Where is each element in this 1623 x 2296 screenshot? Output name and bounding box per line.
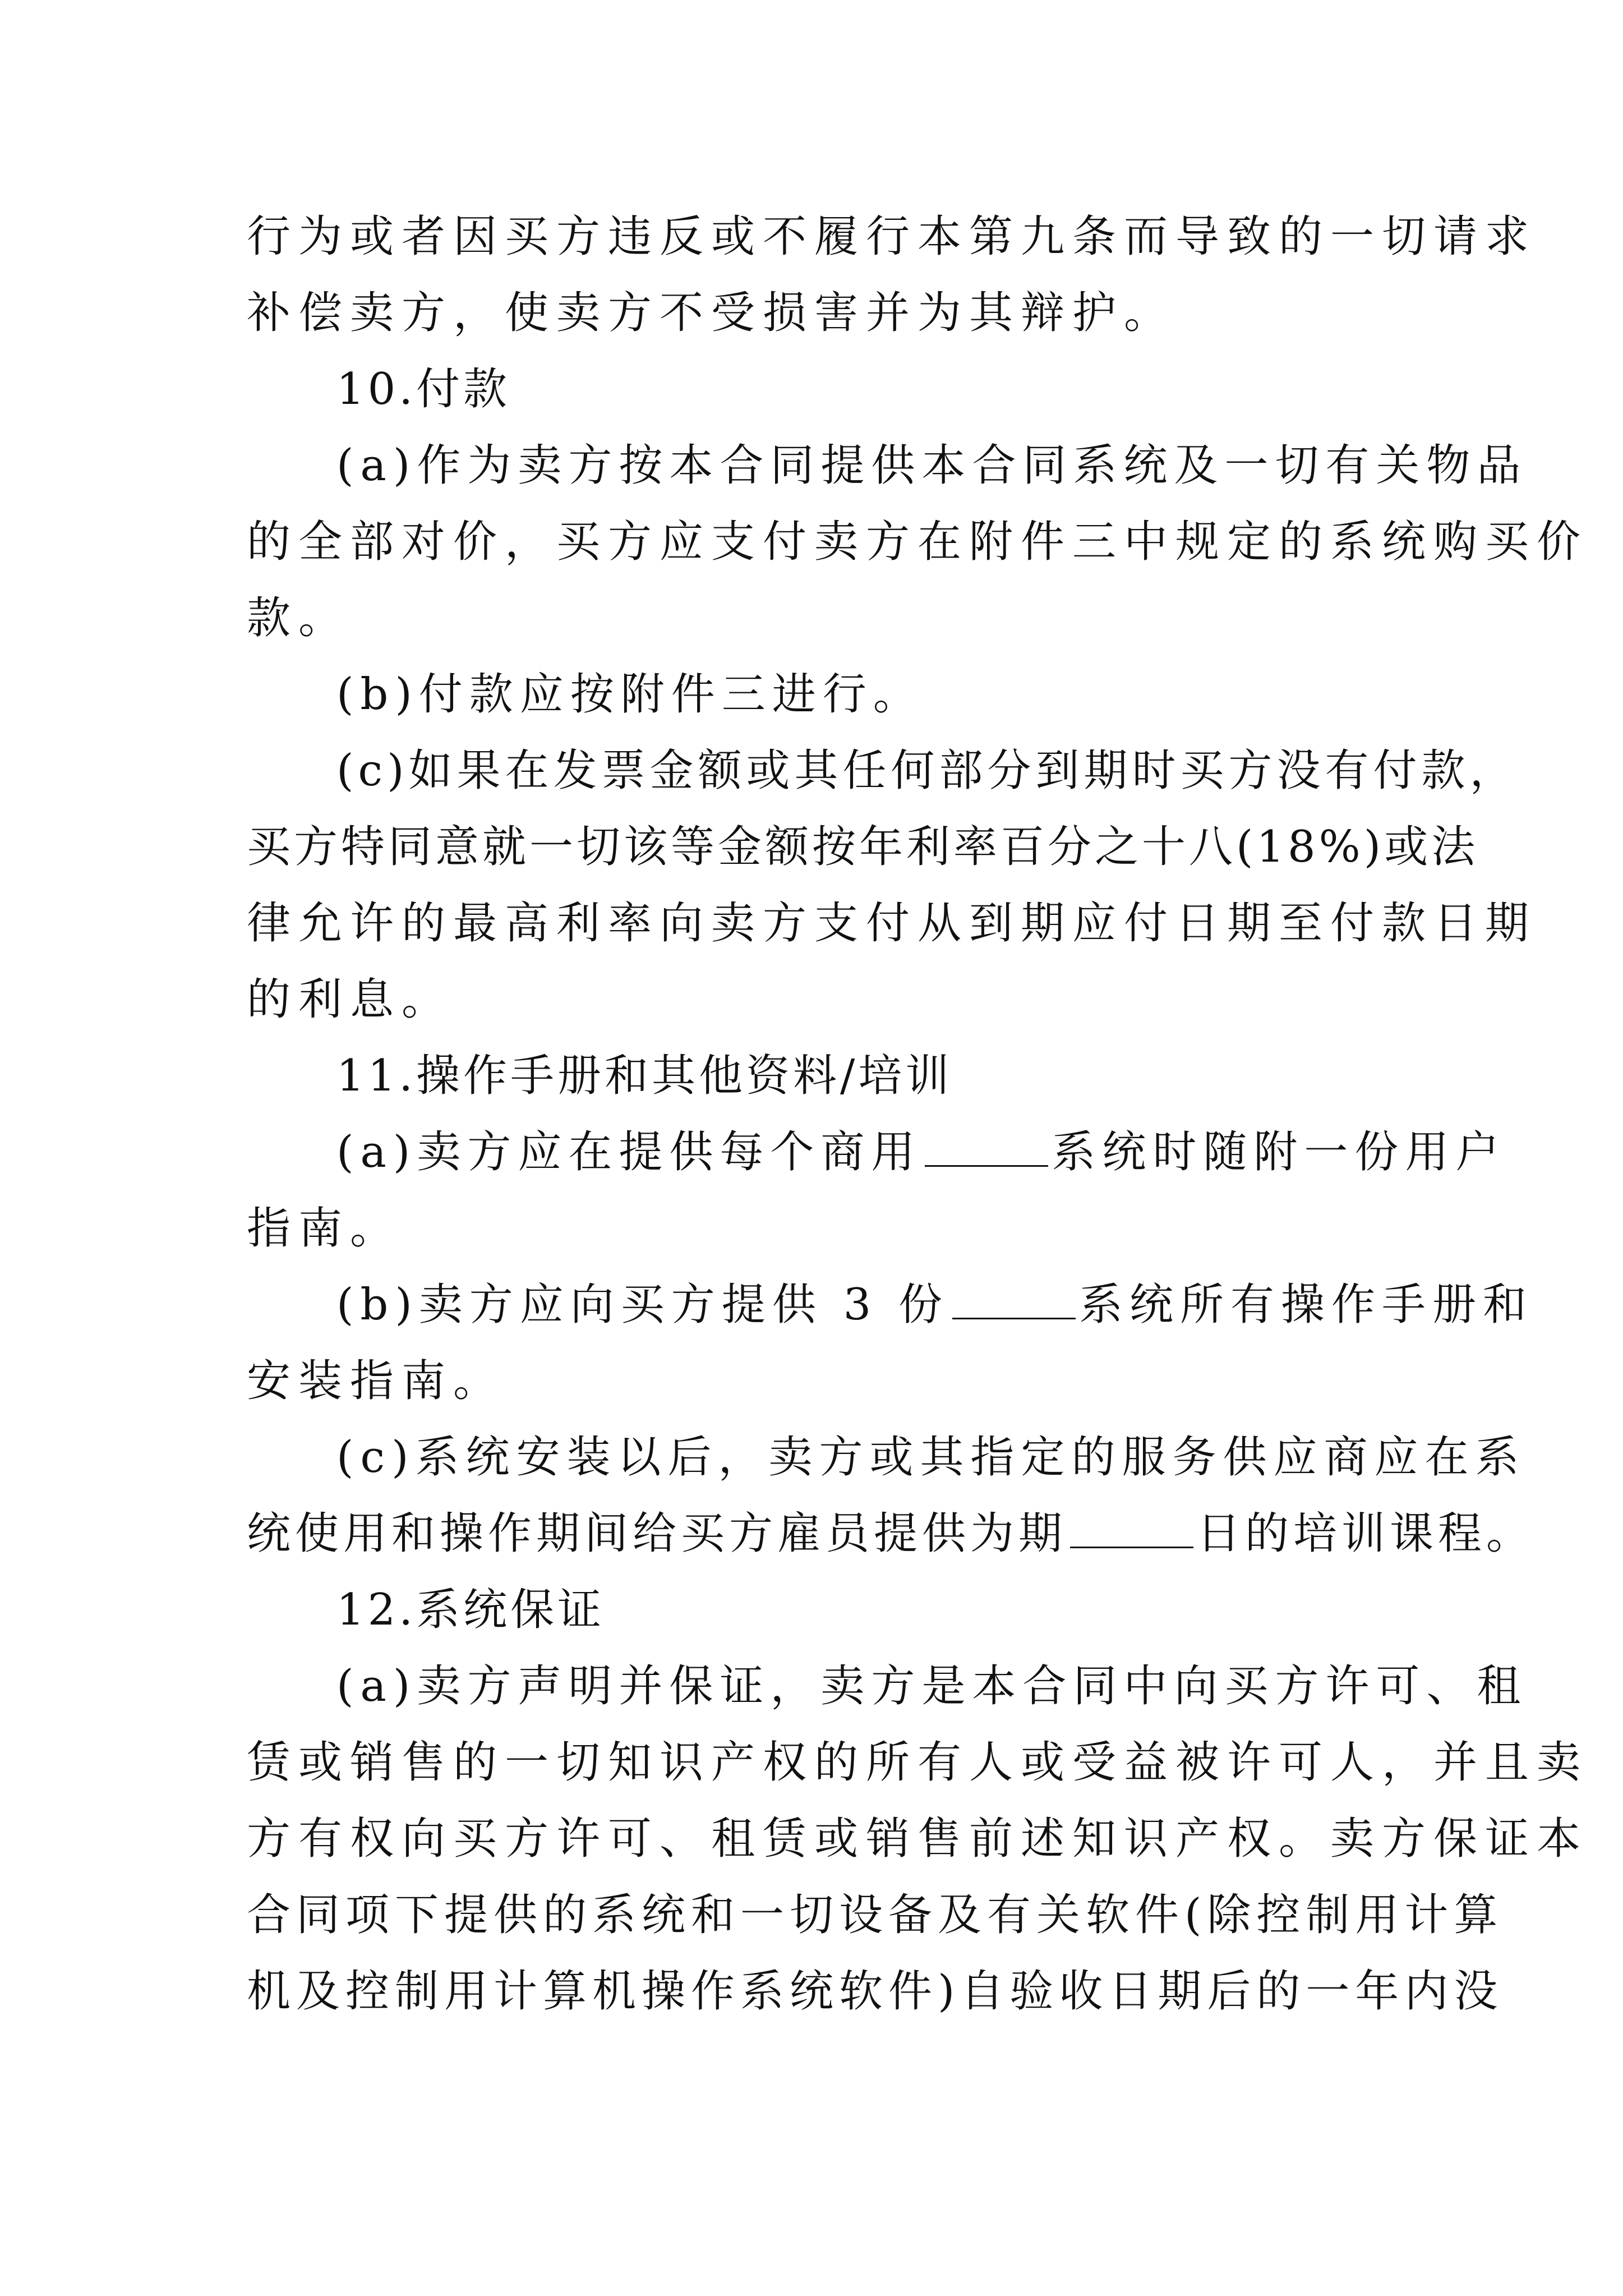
paragraph-line: [247, 1506, 1534, 1562]
paragraph-line: 的利息。: [247, 974, 454, 1025]
paragraph-line: (c)系统安装以后，卖方或其指定的服务供应商应在系: [336, 1432, 1526, 1483]
line-text: 统使用和操作期间给买方雇员提供为期: [247, 1508, 1067, 1559]
paragraph-line: 行为或者因买方违反或不履行本第九条而导致的一切请求: [247, 211, 1537, 262]
line-text: (a)卖方应在提供每个商用: [336, 1127, 922, 1177]
paragraph-line: 买方特同意就一切该等金额按年利率百分之十八(18%)或法: [247, 822, 1479, 872]
paragraph-line: 律允许的最高利率向卖方支付从到期应付日期至付款日期: [247, 898, 1537, 949]
paragraph-line: 合同项下提供的系统和一切设备及有关软件(除控制用计算: [247, 1890, 1504, 1940]
line-text: 日的培训课程。: [1197, 1508, 1535, 1559]
paragraph-line: (c)如果在发票金额或其任何部分到期时买方没有付款，: [336, 746, 1518, 796]
section-heading: 10.付款: [336, 364, 511, 415]
paragraph-line: (a)卖方声明并保证，卖方是本合同中向买方许可、租: [336, 1661, 1528, 1711]
paragraph-line: (a)作为卖方按本合同提供本合同系统及一切有关物品: [336, 440, 1528, 491]
line-text: (b)卖方应向买方提供 3 份: [336, 1280, 949, 1330]
paragraph-line: [336, 1277, 1533, 1333]
fill-blank: [925, 1126, 1048, 1167]
section-heading: 11.操作手册和其他资料/培训: [336, 1051, 953, 1101]
line-text: 系统所有操作手册和: [1079, 1280, 1534, 1330]
paragraph-line: 的全部对价，买方应支付卖方在附件三中规定的系统购买价: [247, 517, 1589, 567]
paragraph-line: 指南。: [247, 1203, 402, 1254]
paragraph-line: 安装指南。: [247, 1356, 505, 1406]
section-heading: 12.系统保证: [336, 1585, 605, 1635]
fill-blank: [1070, 1507, 1193, 1548]
line-text: 系统时随附一份用户: [1052, 1127, 1506, 1177]
paragraph-line: 方有权向买方许可、租赁或销售前述知识产权。卖方保证本: [247, 1814, 1589, 1864]
paragraph-line: 款。: [247, 593, 351, 643]
paragraph-line: 补偿卖方，使卖方不受损害并为其辩护。: [247, 288, 1176, 338]
fill-blank: [952, 1278, 1076, 1319]
paragraph-line: [336, 1124, 1506, 1180]
paragraph-line: 赁或销售的一切知识产权的所有人或受益被许可人，并且卖: [247, 1737, 1589, 1788]
paragraph-line: 机及控制用计算机操作系统软件)自验收日期后的一年内没: [247, 1966, 1504, 2017]
paragraph-line: (b)付款应按附件三进行。: [336, 669, 924, 720]
